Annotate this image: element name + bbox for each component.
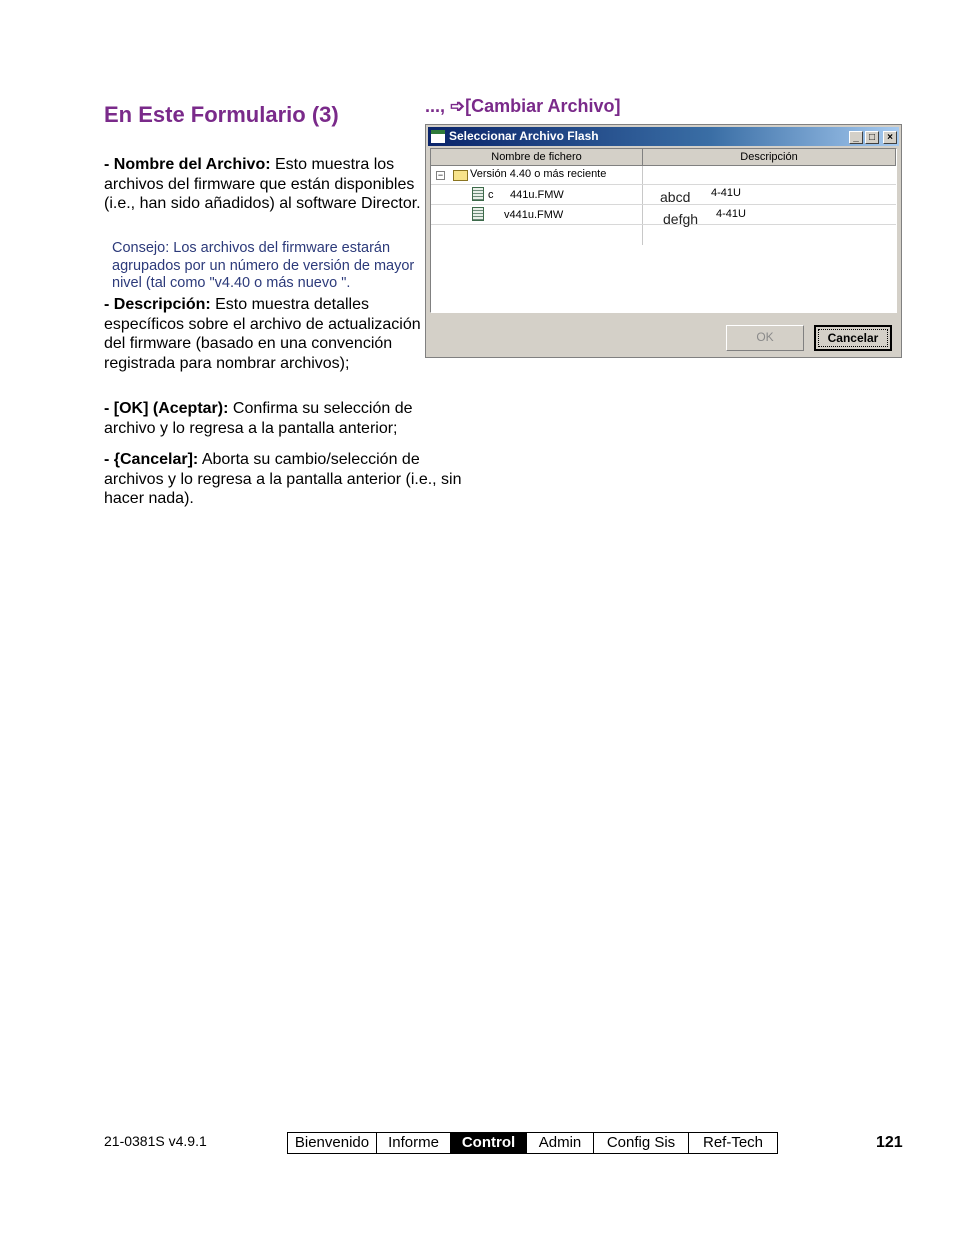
tree-group-row[interactable] — [431, 166, 896, 185]
item-text: Esto muestra detalles específicos sobre el archivo de actualización del firmware (basado en una convención registrada para nombrar archivos); — [104, 296, 421, 372]
item-text: Aborta su cambio/selección de archivos y lo regresa a la pantalla anterior (i.e., sin hacer nada). — [104, 451, 462, 508]
breadcrumb: ..., ➩[Cambiar Archivo] — [425, 96, 621, 116]
tip-note: Consejo: Los archivos del firmware estarán agrupados por un número de versión de mayor nivel (tal como "v4.40 o más nuevo ". — [112, 240, 415, 292]
page-number: 121 — [876, 1134, 903, 1151]
ok-button[interactable]: OK — [726, 325, 804, 351]
row-handwritten: abcd — [660, 189, 691, 205]
page-title: En Este Formulario (3) — [104, 102, 339, 127]
cancel-button[interactable] — [814, 325, 892, 351]
nav-tab-ref-tech[interactable]: Ref-Tech — [702, 1134, 764, 1151]
row-filename: v441u.FMW — [504, 209, 564, 221]
folder-icon — [453, 170, 468, 181]
collapse-icon[interactable]: − — [437, 170, 444, 180]
nav-tab-bienvenido[interactable]: Bienvenido — [288, 1133, 377, 1153]
close-icon[interactable]: × — [883, 131, 897, 144]
column-header-filename[interactable]: Nombre de fichero — [431, 149, 643, 166]
item-nombre-archivo — [104, 155, 444, 214]
nav-tab-informe[interactable]: Informe — [377, 1133, 451, 1153]
item-text: Confirma su selección de archivo y lo regresa a la pantalla anterior; — [104, 400, 413, 437]
maximize-icon[interactable]: □ — [865, 131, 879, 144]
row-filename: 441u.FMW — [510, 189, 564, 201]
table-row[interactable] — [431, 205, 896, 225]
dialog-title: Seleccionar Archivo Flash — [449, 129, 599, 143]
file-icon — [472, 187, 484, 201]
item-term: - {Cancelar]: — [104, 451, 199, 468]
item-cancelar — [104, 450, 474, 509]
nav-tab-config-sis[interactable]: Config Sis — [594, 1133, 689, 1153]
row-description: 4-41U — [711, 187, 741, 199]
item-descripcion — [104, 295, 444, 373]
table-header — [431, 149, 896, 166]
row-description: 4-41U — [716, 208, 746, 220]
nav-tab-admin[interactable]: Admin — [527, 1133, 594, 1153]
file-table — [430, 148, 897, 313]
table-row[interactable] — [431, 185, 896, 205]
document-id: 21-0381S v4.9.1 — [104, 1133, 207, 1149]
app-icon — [431, 130, 445, 143]
nav-tab-control[interactable]: Control — [451, 1133, 527, 1153]
item-text: Esto muestra los archivos del firmware que están disponibles (i.e., han sido añadidos) al software Director. — [104, 156, 421, 213]
item-term: - Descripción: — [104, 296, 211, 313]
item-term: - [OK] (Aceptar): — [104, 400, 229, 417]
file-icon — [472, 207, 484, 221]
group-label: Versión 4.40 o más reciente — [470, 168, 607, 180]
select-flash-file-dialog — [425, 124, 902, 358]
item-term: - Nombre del Archivo: — [104, 156, 271, 173]
column-header-description[interactable]: Descripción — [643, 149, 896, 166]
minimize-icon[interactable]: _ — [849, 131, 863, 144]
row-handwritten: defgh — [663, 211, 699, 227]
cancel-button-label: Cancelar — [818, 329, 888, 347]
dialog-titlebar[interactable] — [428, 127, 899, 146]
item-ok — [104, 399, 449, 438]
footer-nav — [287, 1132, 778, 1154]
row-prefix: c — [488, 189, 494, 201]
